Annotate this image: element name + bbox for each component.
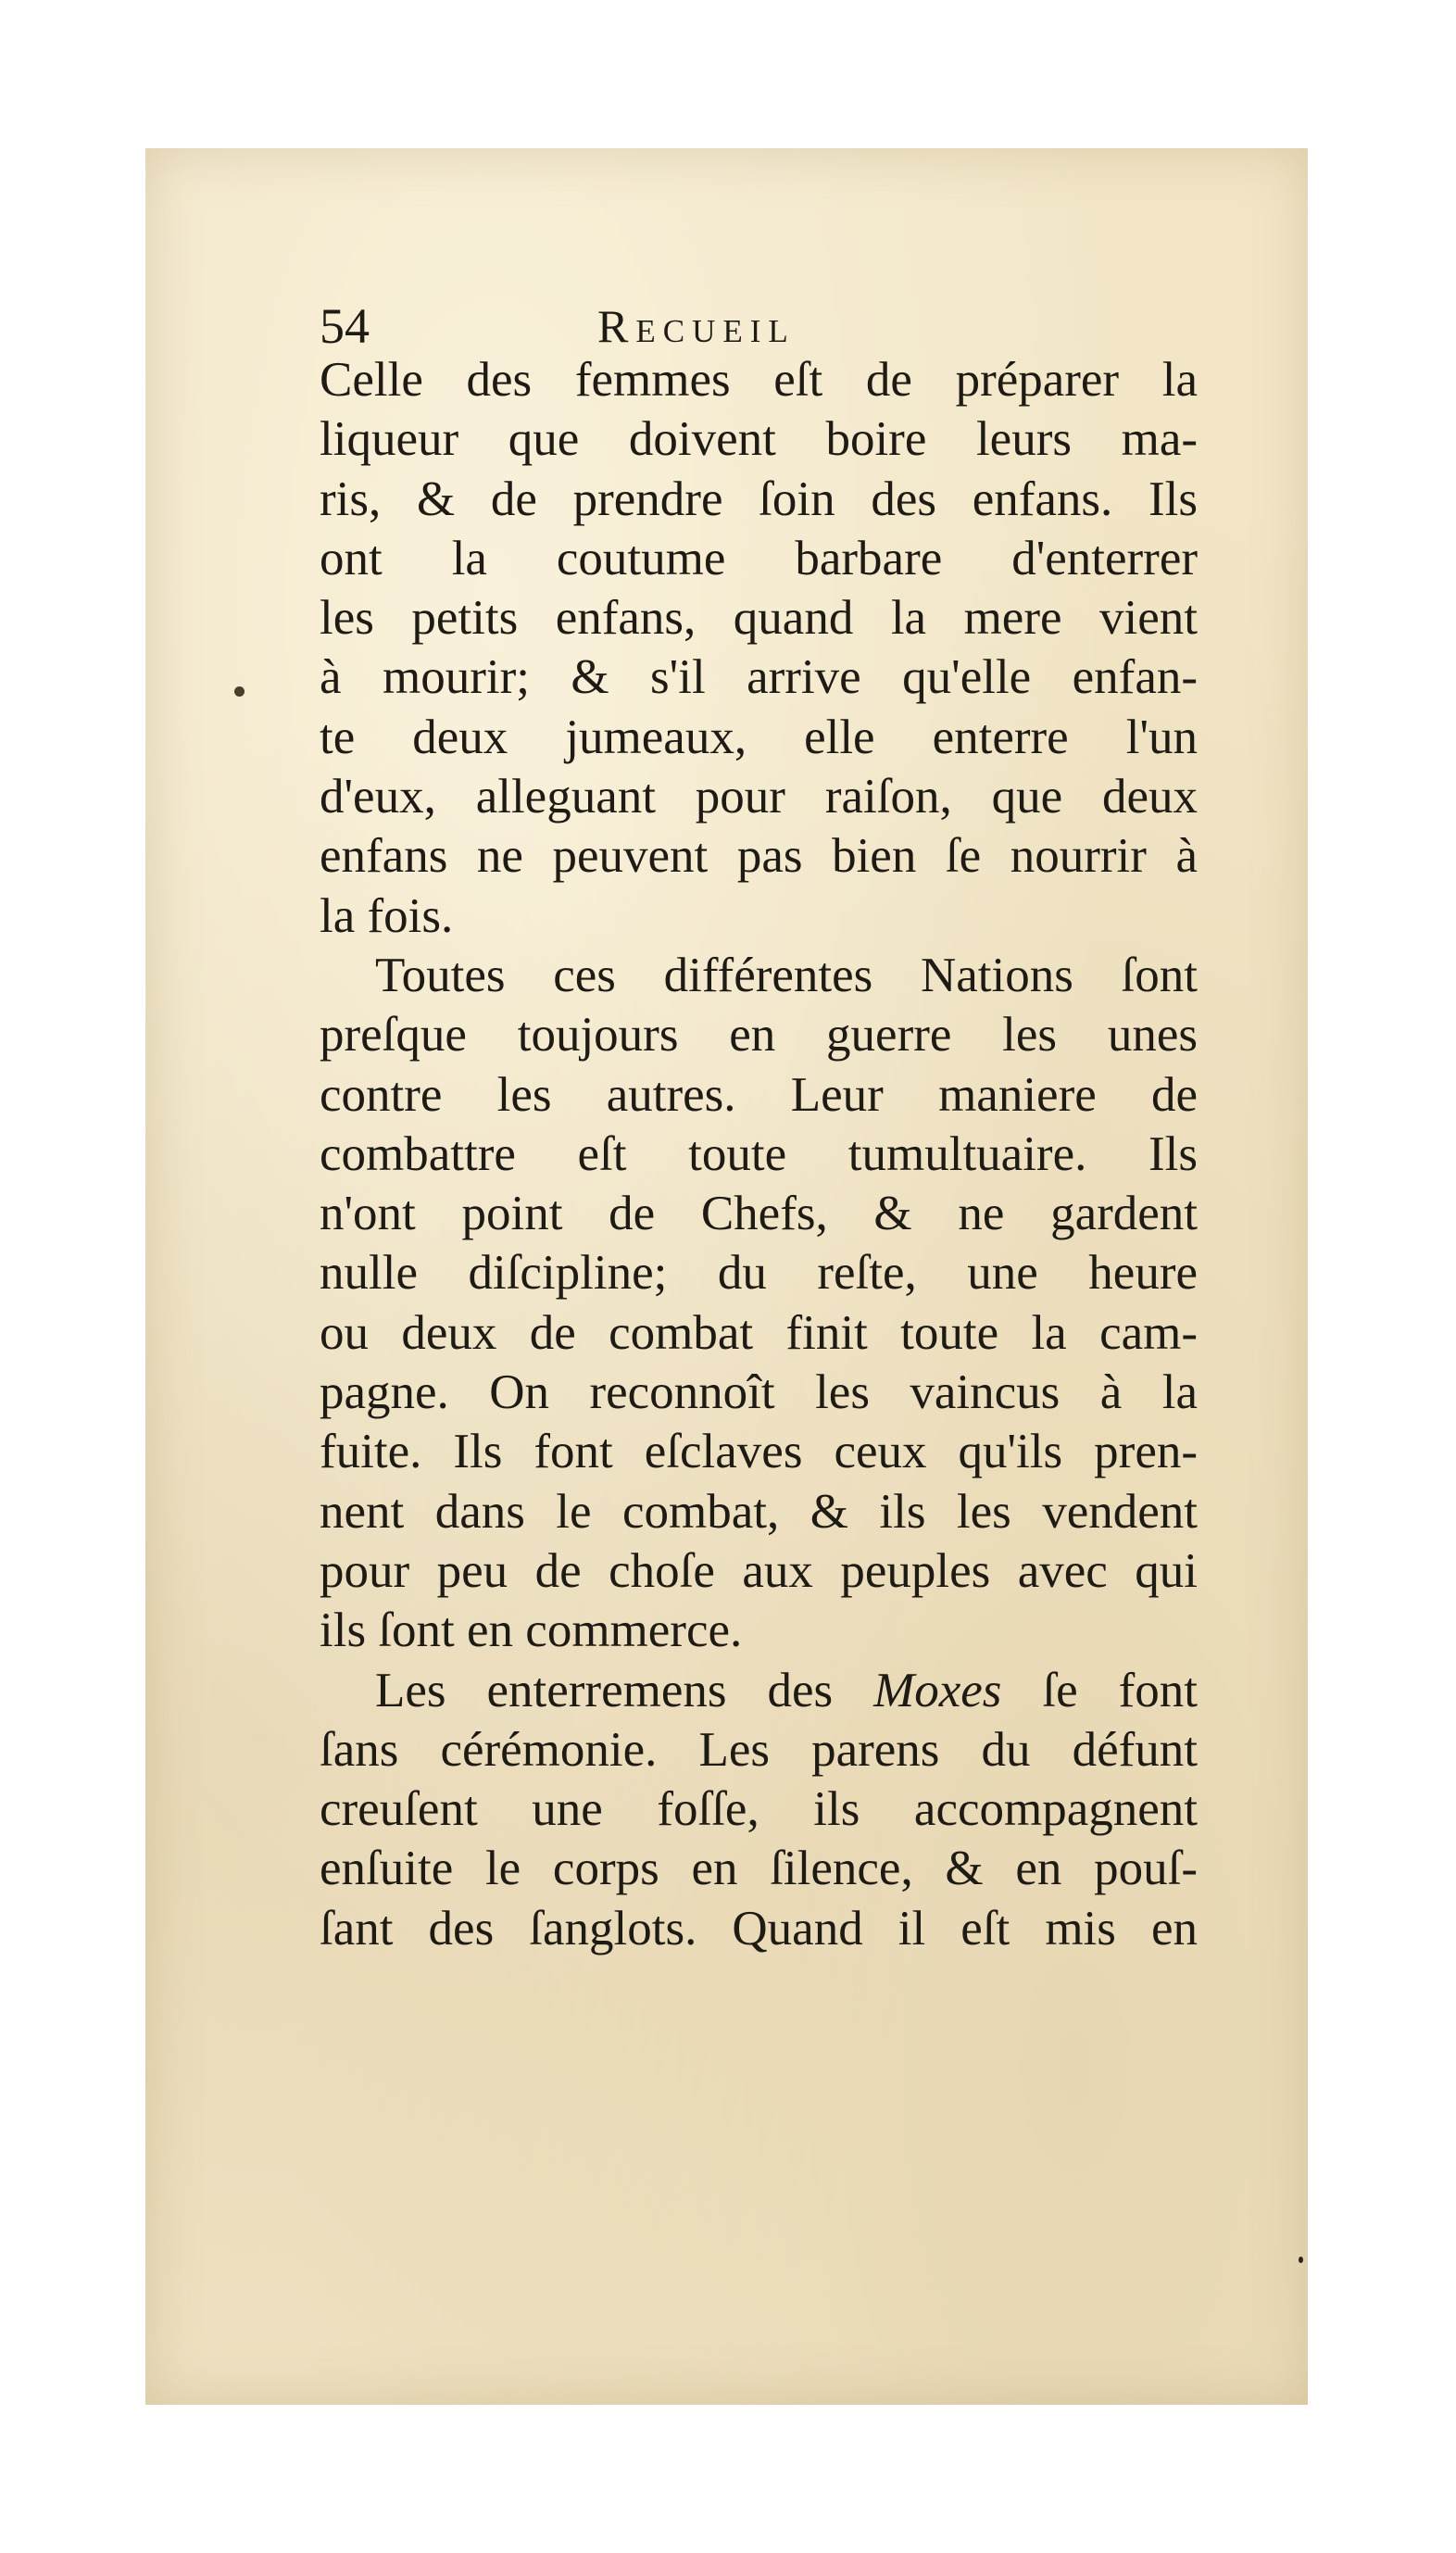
text-line: enſuite le corps en ſilence, & en pouſ-: [320, 1842, 1198, 1896]
text-line-start: Les enterremens des: [375, 1663, 834, 1717]
text-line: pour peu de choſe aux peuples avec qui: [320, 1543, 1198, 1598]
text-line: liqueur que doivent boire leurs ma-: [320, 412, 1198, 467]
text-line: ont la coutume barbare d'enterrer: [320, 531, 1198, 585]
text-line: contre les autres. Leur maniere de: [320, 1067, 1198, 1122]
text-line: ils ſont en commerce.: [320, 1603, 743, 1658]
text-line: nulle diſcipline; du reſte, une heure: [320, 1246, 1198, 1301]
text-line: ris, & de prendre ſoin des enfans. Ils: [320, 472, 1198, 526]
text-line: Celle des femmes eſt de préparer la: [320, 353, 1198, 407]
body-text: [320, 350, 1198, 1958]
text-line: ſant des ſanglots. Quand il eſt mis en: [320, 1901, 1198, 1956]
page-number: 54: [320, 298, 370, 354]
text-line: fuite. Ils font eſclaves ceux qu'ils pren-: [320, 1425, 1198, 1479]
text-line: creuſent une foſſe, ils accompagnent: [320, 1782, 1198, 1837]
text-line: ou deux de combat finit toute la cam-: [320, 1305, 1198, 1360]
text-line: te deux jumeaux, elle enterre l'un: [320, 710, 1198, 764]
ink-speck: [234, 686, 245, 697]
running-head: [320, 296, 1042, 356]
text-line: pagne. On reconnoît les vaincus à la: [320, 1365, 1198, 1420]
text-line: à mourir; & s'il arrive qu'elle enfan-: [320, 650, 1198, 705]
running-title: Recueil: [597, 300, 796, 352]
text-line: combattre eſt toute tumultuaire. Ils: [320, 1126, 1198, 1181]
text-line-end: ſe font: [1042, 1663, 1199, 1717]
ink-speck: [1299, 2257, 1303, 2263]
text-line: [320, 1661, 1198, 1720]
text-line: les petits enfans, quand la mere vient: [320, 591, 1198, 646]
italic-name: Moxes: [873, 1663, 1002, 1717]
text-line: Toutes ces différentes Nations ſont: [375, 948, 1198, 1002]
text-line: nent dans le combat, & ils les vendent: [320, 1484, 1198, 1539]
text-line: la fois.: [320, 888, 454, 943]
text-line: n'ont point de Chefs, & ne gardent: [320, 1187, 1198, 1241]
text-line: d'eux, alleguant pour raiſon, que deux: [320, 770, 1198, 824]
text-line: preſque toujours en guerre les unes: [320, 1008, 1198, 1063]
text-line: enfans ne peuvent pas bien ſe nourrir à: [320, 829, 1198, 884]
text-line: ſans cérémonie. Les parens du défunt: [320, 1722, 1198, 1777]
